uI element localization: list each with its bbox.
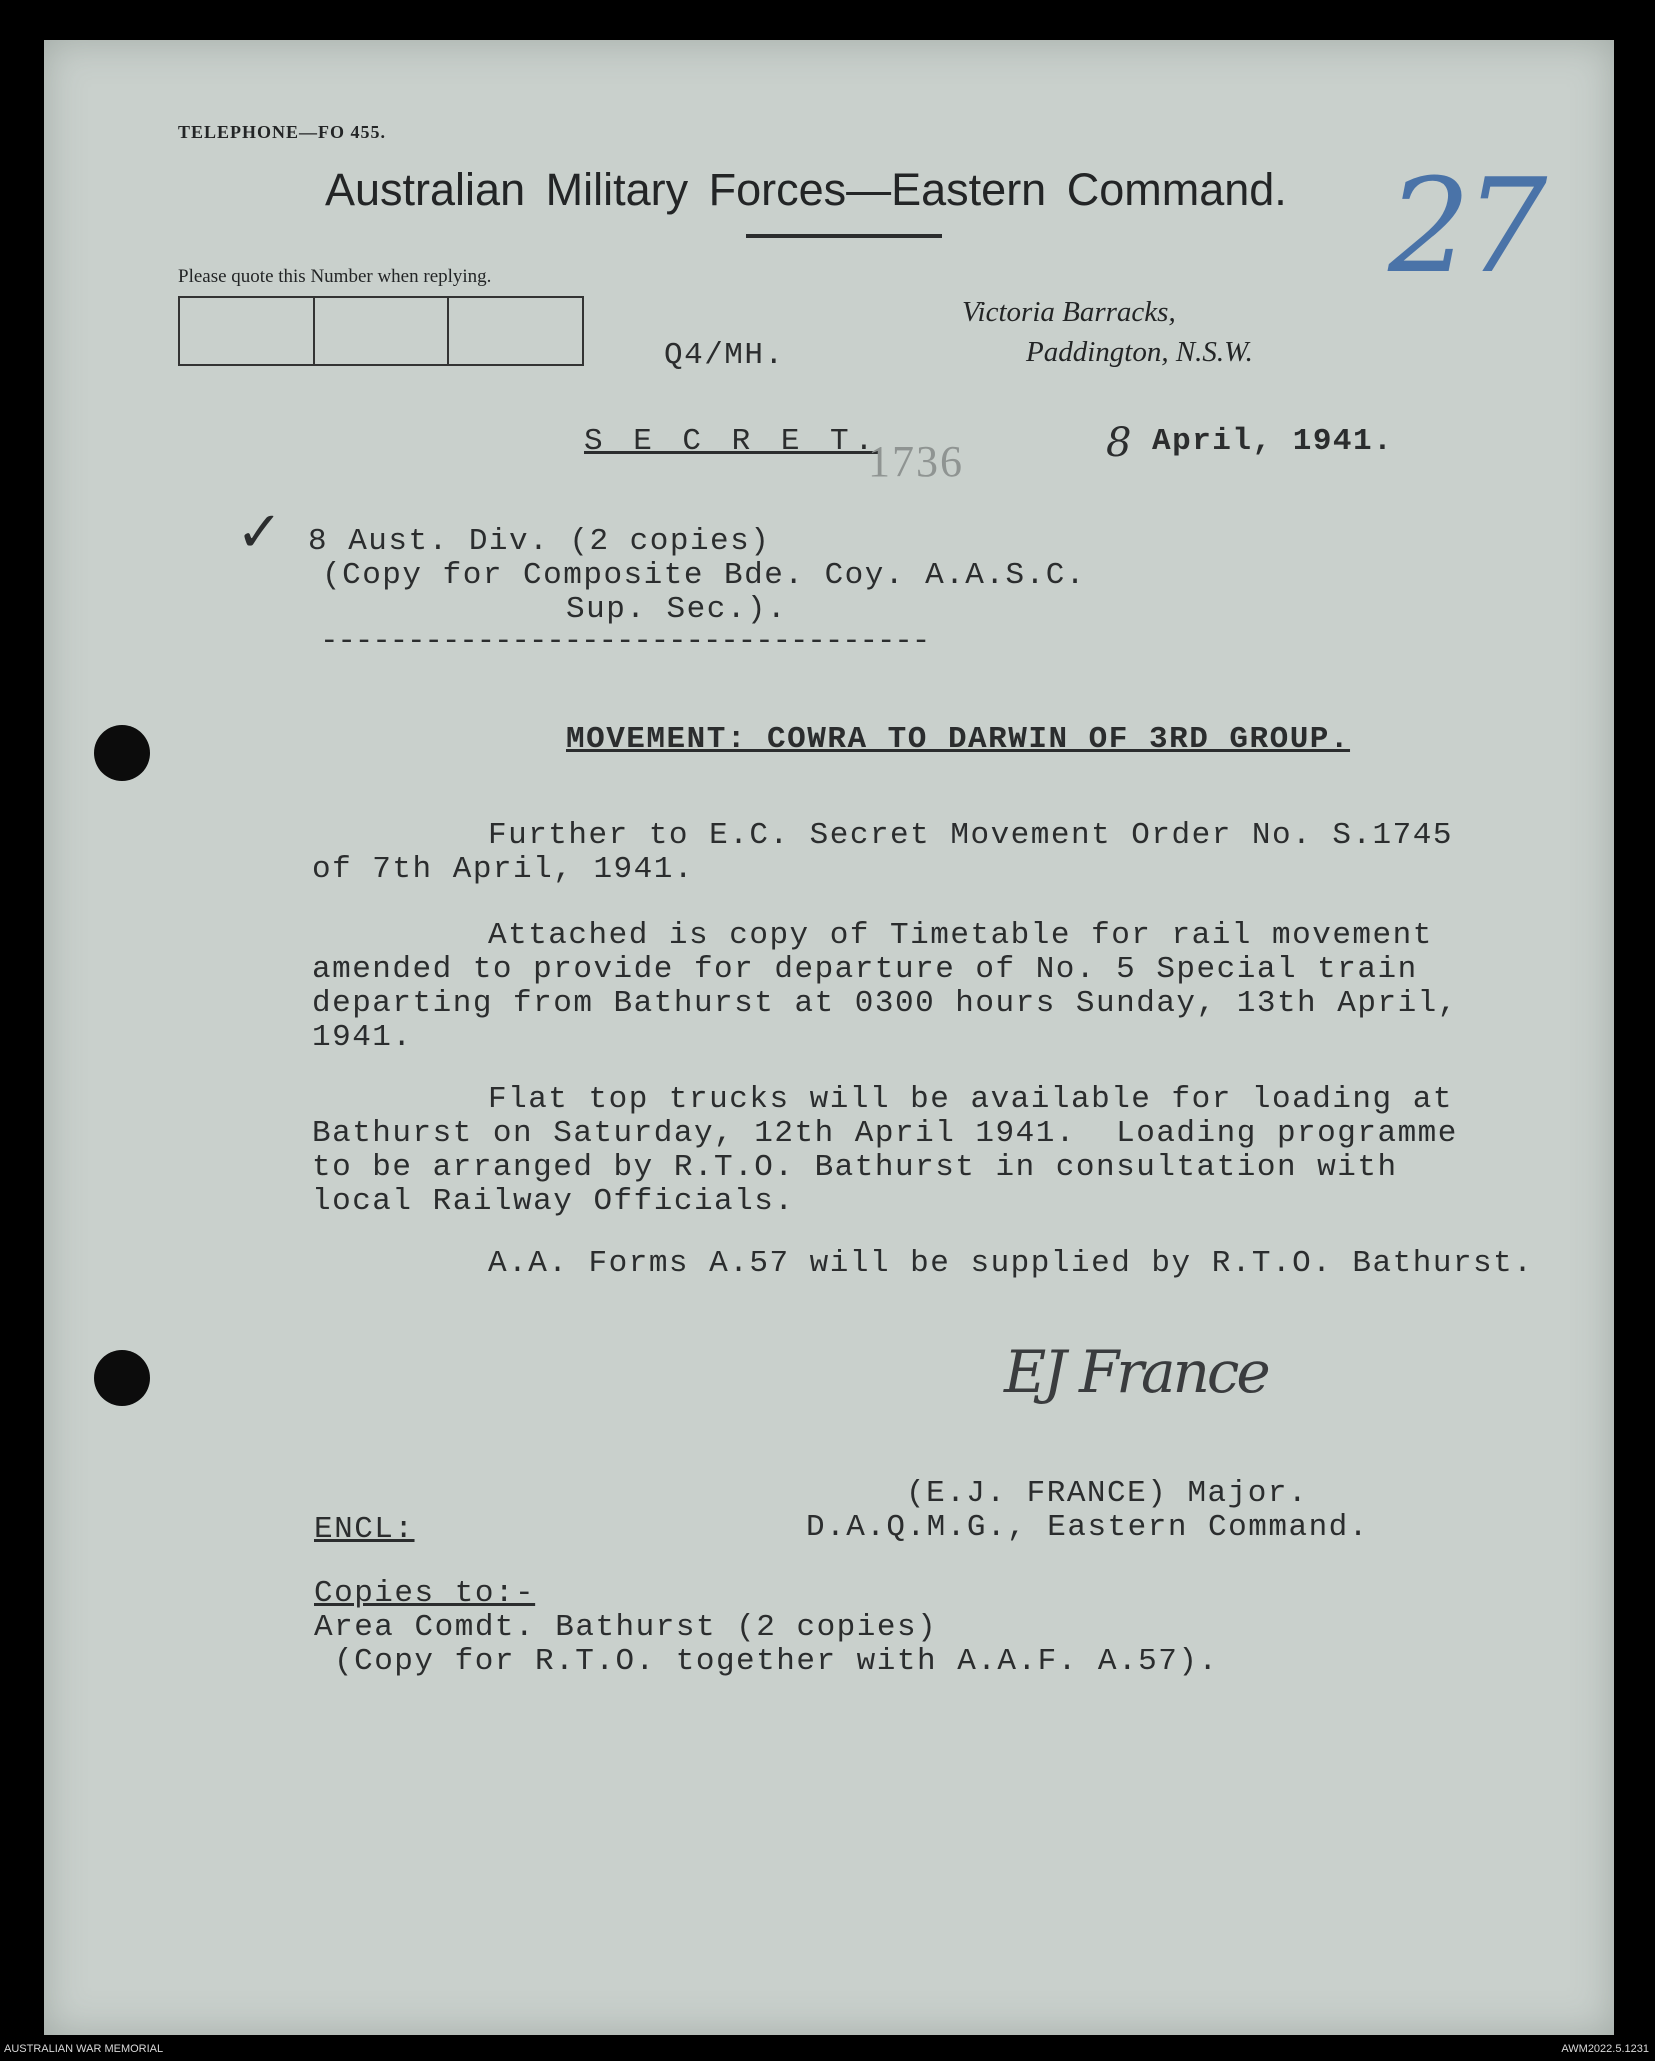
punch-hole-top [94,725,150,781]
distribution-line-1: 8 Aust. Div. (2 copies) [308,524,771,559]
file-reference: Q4/MH. [664,338,785,373]
footer-archive-name: AUSTRALIAN WAR MEMORIAL [4,2043,164,2055]
para3-line1: Flat top trucks will be available for loading at [488,1082,1453,1117]
reference-box-3 [449,298,582,364]
para3-line2: Bathurst on Saturday, 12th April 1941. Loading programme [312,1116,1458,1151]
registry-stamp: 1736 [868,437,964,486]
reference-number-boxes [178,296,584,366]
para3-line4: local Railway Officials. [312,1184,795,1219]
para2-line4: 1941. [312,1020,413,1055]
date-day-handwritten: 8 [1106,420,1132,466]
punch-hole-bottom [94,1350,150,1406]
signatory-name: (E.J. FRANCE) Major. [906,1476,1309,1511]
letter-date: April, 1941. [1152,424,1394,459]
para4-line1: A.A. Forms A.57 will be supplied by R.T.O. Bathurst. [488,1246,1534,1281]
para1-line2: of 7th April, 1941. [312,852,694,887]
copies-line-1: Area Comdt. Bathurst (2 copies) [314,1610,938,1645]
distribution-rule: ----------------------------------- [320,624,930,659]
para2-line1: Attached is copy of Timetable for rail movement [488,918,1433,953]
reference-box-2 [315,298,450,364]
footer-item-id: AWM2022.5.1231 [1561,2043,1649,2055]
distribution-line-2: (Copy for Composite Bde. Coy. A.A.S.C. [322,558,1086,593]
copies-heading: Copies to:- [314,1576,536,1611]
letterhead-underline [746,234,942,238]
subject-heading: MOVEMENT: COWRA TO DARWIN OF 3RD GROUP. [566,722,1351,757]
folio-number: 27 [1388,150,1542,302]
letterhead-title: Australian Military Forces—Eastern Command. [325,164,1287,215]
handwritten-signature: EJ France [1004,1338,1268,1406]
para2-line3: departing from Bathurst at 0300 hours Sunday, 13th April, [312,986,1458,1021]
enclosure-label: ENCL: [314,1512,415,1547]
signatory-title: D.A.Q.M.G., Eastern Command. [806,1510,1369,1545]
para2-line2: amended to provide for departure of No. 5 Special train [312,952,1418,987]
address-line-2: Paddington, N.S.W. [1026,336,1253,368]
copies-line-2: (Copy for R.T.O. together with A.A.F. A.57). [334,1644,1219,1679]
classification-secret: S E C R E T. [584,424,880,459]
telephone-line: TELEPHONE—FO 455. [178,122,387,142]
para1-line1: Further to E.C. Secret Movement Order No. S.1745 [488,818,1453,853]
para3-line3: to be arranged by R.T.O. Bathurst in consultation with [312,1150,1398,1185]
address-line-1: Victoria Barracks, [962,296,1176,328]
reference-box-1 [180,298,315,364]
distribution-line-3: Sup. Sec.). [566,592,788,627]
quote-note: Please quote this Number when replying. [178,266,492,287]
checkmark-icon: ✓ [236,500,283,565]
